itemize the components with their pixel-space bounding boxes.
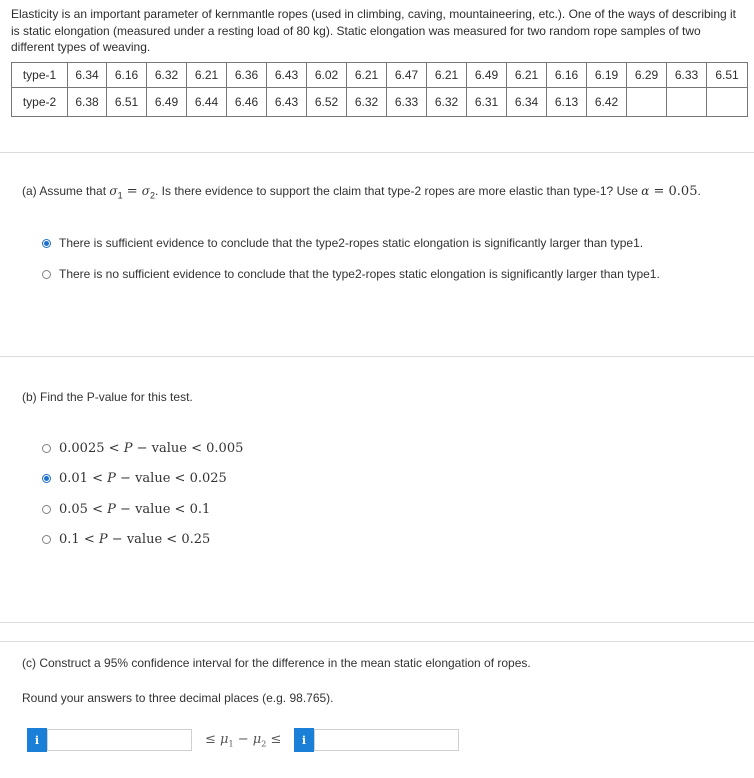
info-icon[interactable]: i — [294, 728, 314, 752]
p-value-range: 0.01 < P − value < 0.025 — [59, 471, 227, 486]
part-b-option-3[interactable] — [42, 532, 210, 547]
p-value-range: 0.1 < P − value < 0.25 — [59, 532, 211, 547]
radio-button[interactable] — [42, 239, 51, 248]
radio-button[interactable] — [42, 535, 51, 544]
info-icon[interactable]: i — [27, 728, 47, 752]
divider — [0, 152, 754, 153]
divider — [0, 641, 754, 642]
table-cell: 6.42 — [587, 88, 627, 117]
table-cell — [707, 88, 748, 117]
problem-statement: Elasticity is an important parameter of kernmantle ropes (used in climbing, caving, mountaineering, etc.). One of the ways of describing it is static elongation (measured under a resting load of 80 kg). Static elongation was measured for two random rope samples of two different types of weaving. — [11, 7, 737, 54]
radio-button[interactable] — [42, 474, 51, 483]
table-cell: 6.21 — [507, 63, 547, 88]
radio-button[interactable] — [42, 270, 51, 279]
lower-bound-input[interactable] — [47, 729, 192, 751]
table-cell: 6.32 — [427, 88, 467, 117]
row-label: type-1 — [12, 63, 68, 88]
table-cell: 6.34 — [68, 63, 107, 88]
table-cell: 6.32 — [147, 63, 187, 88]
table-cell: 6.44 — [187, 88, 227, 117]
table-cell: 6.51 — [107, 88, 147, 117]
table-cell: 6.43 — [267, 88, 307, 117]
data-table — [11, 62, 748, 117]
part-b-option-0[interactable] — [42, 441, 243, 456]
radio-button[interactable] — [42, 444, 51, 453]
p-value-range: 0.05 < P − value < 0.1 — [59, 502, 211, 517]
table-cell: 6.31 — [467, 88, 507, 117]
table-cell: 6.49 — [467, 63, 507, 88]
rounding-note: Round your answers to three decimal places (e.g. 98.765). — [22, 691, 334, 705]
upper-bound-input[interactable] — [314, 729, 459, 751]
p-value-range: 0.0025 < P − value < 0.005 — [59, 441, 244, 456]
table-row — [12, 63, 748, 88]
table-cell: 6.29 — [627, 63, 667, 88]
row-label: type-2 — [12, 88, 68, 117]
table-cell: 6.02 — [307, 63, 347, 88]
divider — [0, 356, 754, 357]
radio-button[interactable] — [42, 505, 51, 514]
table-cell: 6.34 — [507, 88, 547, 117]
table-cell — [627, 88, 667, 117]
table-cell: 6.43 — [267, 63, 307, 88]
interval-expression: ≤ $\mu_1 - \mu_2$ ≤ — [205, 732, 282, 749]
table-row — [12, 88, 748, 117]
part-c-question: (c) Construct a 95% confidence interval for the difference in the mean static elongation of ropes. — [22, 656, 531, 670]
part-a-question: (a) Assume that $\sigma_1 = \sigma_2$. Is there evidence to support the claim that type-2 ropes are more elastic than type-1? Use α = 0.05. — [22, 184, 701, 201]
table-cell: 6.13 — [547, 88, 587, 117]
table-cell: 6.33 — [667, 63, 707, 88]
table-cell: 6.46 — [227, 88, 267, 117]
option-label: There is sufficient evidence to conclude that the type2-ropes static elongation is significantly larger than type1. — [59, 236, 644, 250]
table-cell: 6.36 — [227, 63, 267, 88]
table-cell: 6.21 — [187, 63, 227, 88]
part-b-question: (b) Find the P-value for this test. — [22, 390, 193, 404]
table-cell: 6.21 — [347, 63, 387, 88]
table-cell — [667, 88, 707, 117]
part-b-option-2[interactable] — [42, 502, 210, 517]
option-label: There is no sufficient evidence to conclude that the type2-ropes static elongation is significantly larger than type1. — [59, 267, 660, 281]
table-cell: 6.32 — [347, 88, 387, 117]
table-cell: 6.51 — [707, 63, 748, 88]
table-cell: 6.33 — [387, 88, 427, 117]
part-a-option-not-sufficient[interactable] — [42, 267, 660, 281]
divider — [0, 622, 754, 623]
table-cell: 6.38 — [68, 88, 107, 117]
part-b-option-1[interactable] — [42, 471, 227, 486]
table-cell: 6.52 — [307, 88, 347, 117]
part-a-option-sufficient[interactable] — [42, 236, 643, 250]
table-cell: 6.21 — [427, 63, 467, 88]
table-cell: 6.47 — [387, 63, 427, 88]
table-cell: 6.19 — [587, 63, 627, 88]
table-cell: 6.49 — [147, 88, 187, 117]
table-cell: 6.16 — [547, 63, 587, 88]
table-cell: 6.16 — [107, 63, 147, 88]
